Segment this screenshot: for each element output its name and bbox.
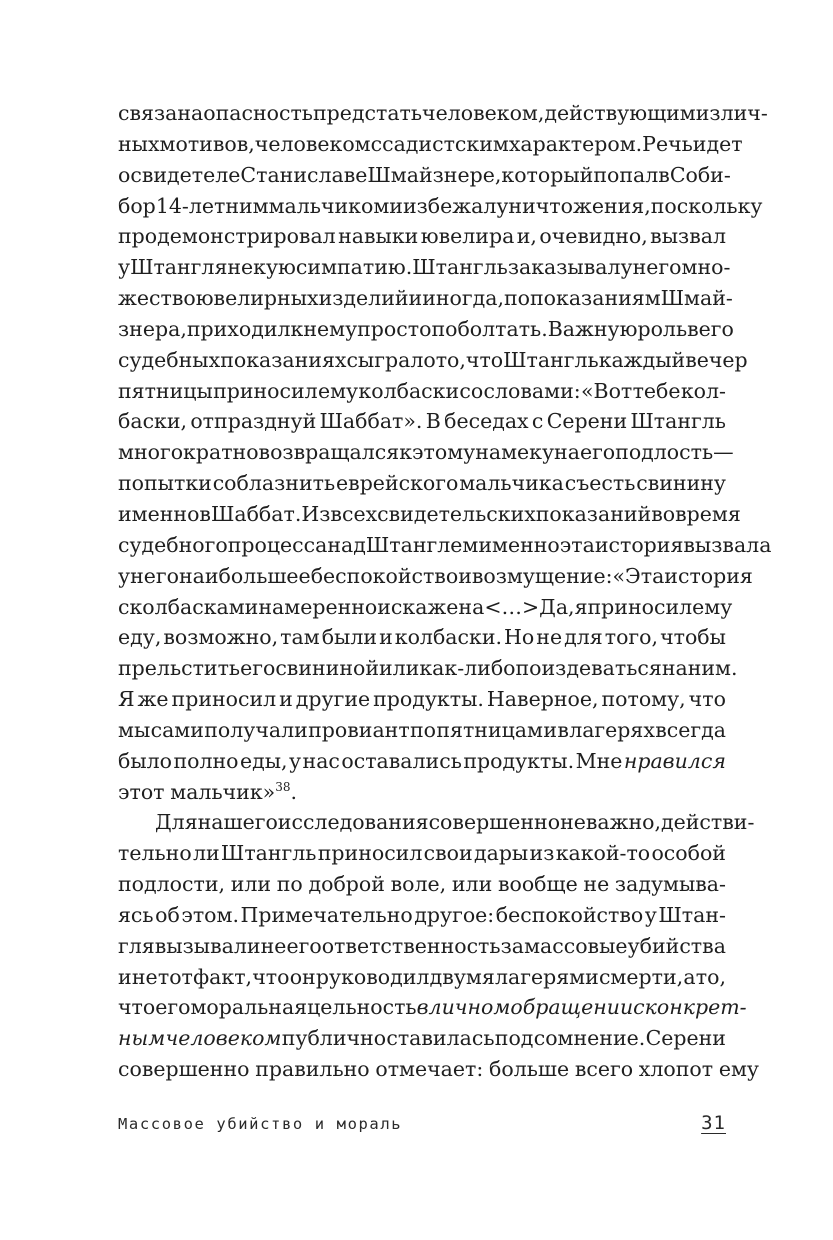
text-line: у него наибольшее беспокойство и возмущение: «Эта история — [118, 563, 753, 588]
page-footer — [118, 1112, 726, 1140]
text-line: судебных показаниях сыграло то, что Штангль каждый вечер — [118, 347, 748, 372]
text-line: что его моральная цельность в личном обращении с конкрет- — [118, 995, 747, 1020]
text-line: у Штангля некую симпатию. Штангль заказывал у него мно- — [118, 255, 731, 280]
text-line: подлости, или по доброй воле, или вообще не задумыва- — [118, 872, 726, 897]
text-line: ных мотивов, человеком с садистским характером. Речь идет — [118, 131, 743, 156]
text-line: ясь об этом. Примечательно другое: беспокойство у Штан- — [118, 902, 726, 927]
text-line: тельно ли Штангль приносил свои дары из какой-то особой — [118, 841, 726, 866]
running-title: Массовое убийство и мораль — [118, 1115, 403, 1133]
text-line: и не тот факт, что он руководил двумя лагерями смерти, а то, — [118, 964, 726, 989]
text-line: жество ювелирных изделий и иногда, по показаниям Шмай- — [118, 286, 733, 311]
footnote-marker: 38 — [275, 779, 291, 794]
text-line: с колбасками намеренно искажена <…> Да, я приносил ему — [118, 594, 733, 619]
text-line: знера, приходил к нему просто поболтать. Важную роль в его — [118, 316, 734, 341]
text-line: попытки соблазнить еврейского мальчика съесть свинину — [118, 471, 726, 496]
text-line: совершенно правильно отмечает: больше всего хлопот ему — [118, 1057, 759, 1082]
body-text — [118, 98, 772, 1085]
text-line: ным человеком публично ставилась под сомнение. Серени — [118, 1026, 726, 1051]
text-line: Для нашего исследования совершенно неважно, действи- — [155, 810, 755, 835]
text-line: еду, возможно, там были и колбаски. Но не для того, чтобы — [118, 625, 726, 650]
text-line: Я же приносил и другие продукты. Наверное, потому, что — [118, 687, 726, 712]
text-line: о свидетеле Станиславе Шмайзнере, который попал в Соби- — [118, 162, 731, 187]
text-line: было полно еды, у нас оставались продукты. Мне нравился — [118, 748, 726, 773]
page-number: 31 — [701, 1112, 726, 1134]
text-line: мы сами получали провиант по пятницам и в лагерях всегда — [118, 717, 726, 742]
text-line: судебного процесса над Штанглем именно эта история вызвала — [118, 532, 772, 557]
paragraph — [118, 98, 772, 807]
text-line: пятницы приносил ему колбаски со словами: «Вот тебе кол- — [118, 378, 726, 403]
text-line: многократно возвращался к этому намеку на его подлость — — [118, 440, 734, 465]
text-line: продемонстрировал навыки ювелира и, очевидно, вызвал — [118, 224, 726, 249]
text-line: бор 14-летним мальчиком и избежал уничтожения, поскольку — [118, 193, 763, 218]
text-line: этот мальчик»$^{38}$. — [118, 779, 297, 804]
text-line: прельстить его свининой или как-либо поиздеваться на ним. — [118, 656, 738, 681]
text-line: связана опасность предстать человеком, действующим из лич- — [118, 101, 768, 125]
text-line: баски, отпразднуй Шаббат». В беседах с Серени Штангль — [118, 409, 726, 434]
text-line: гля вызывали не его ответственность за массовые убийства — [118, 933, 726, 958]
text-line: именно в Шаббат. Из всех свидетельских показаний во время — [118, 501, 741, 526]
paragraph — [118, 807, 759, 1085]
